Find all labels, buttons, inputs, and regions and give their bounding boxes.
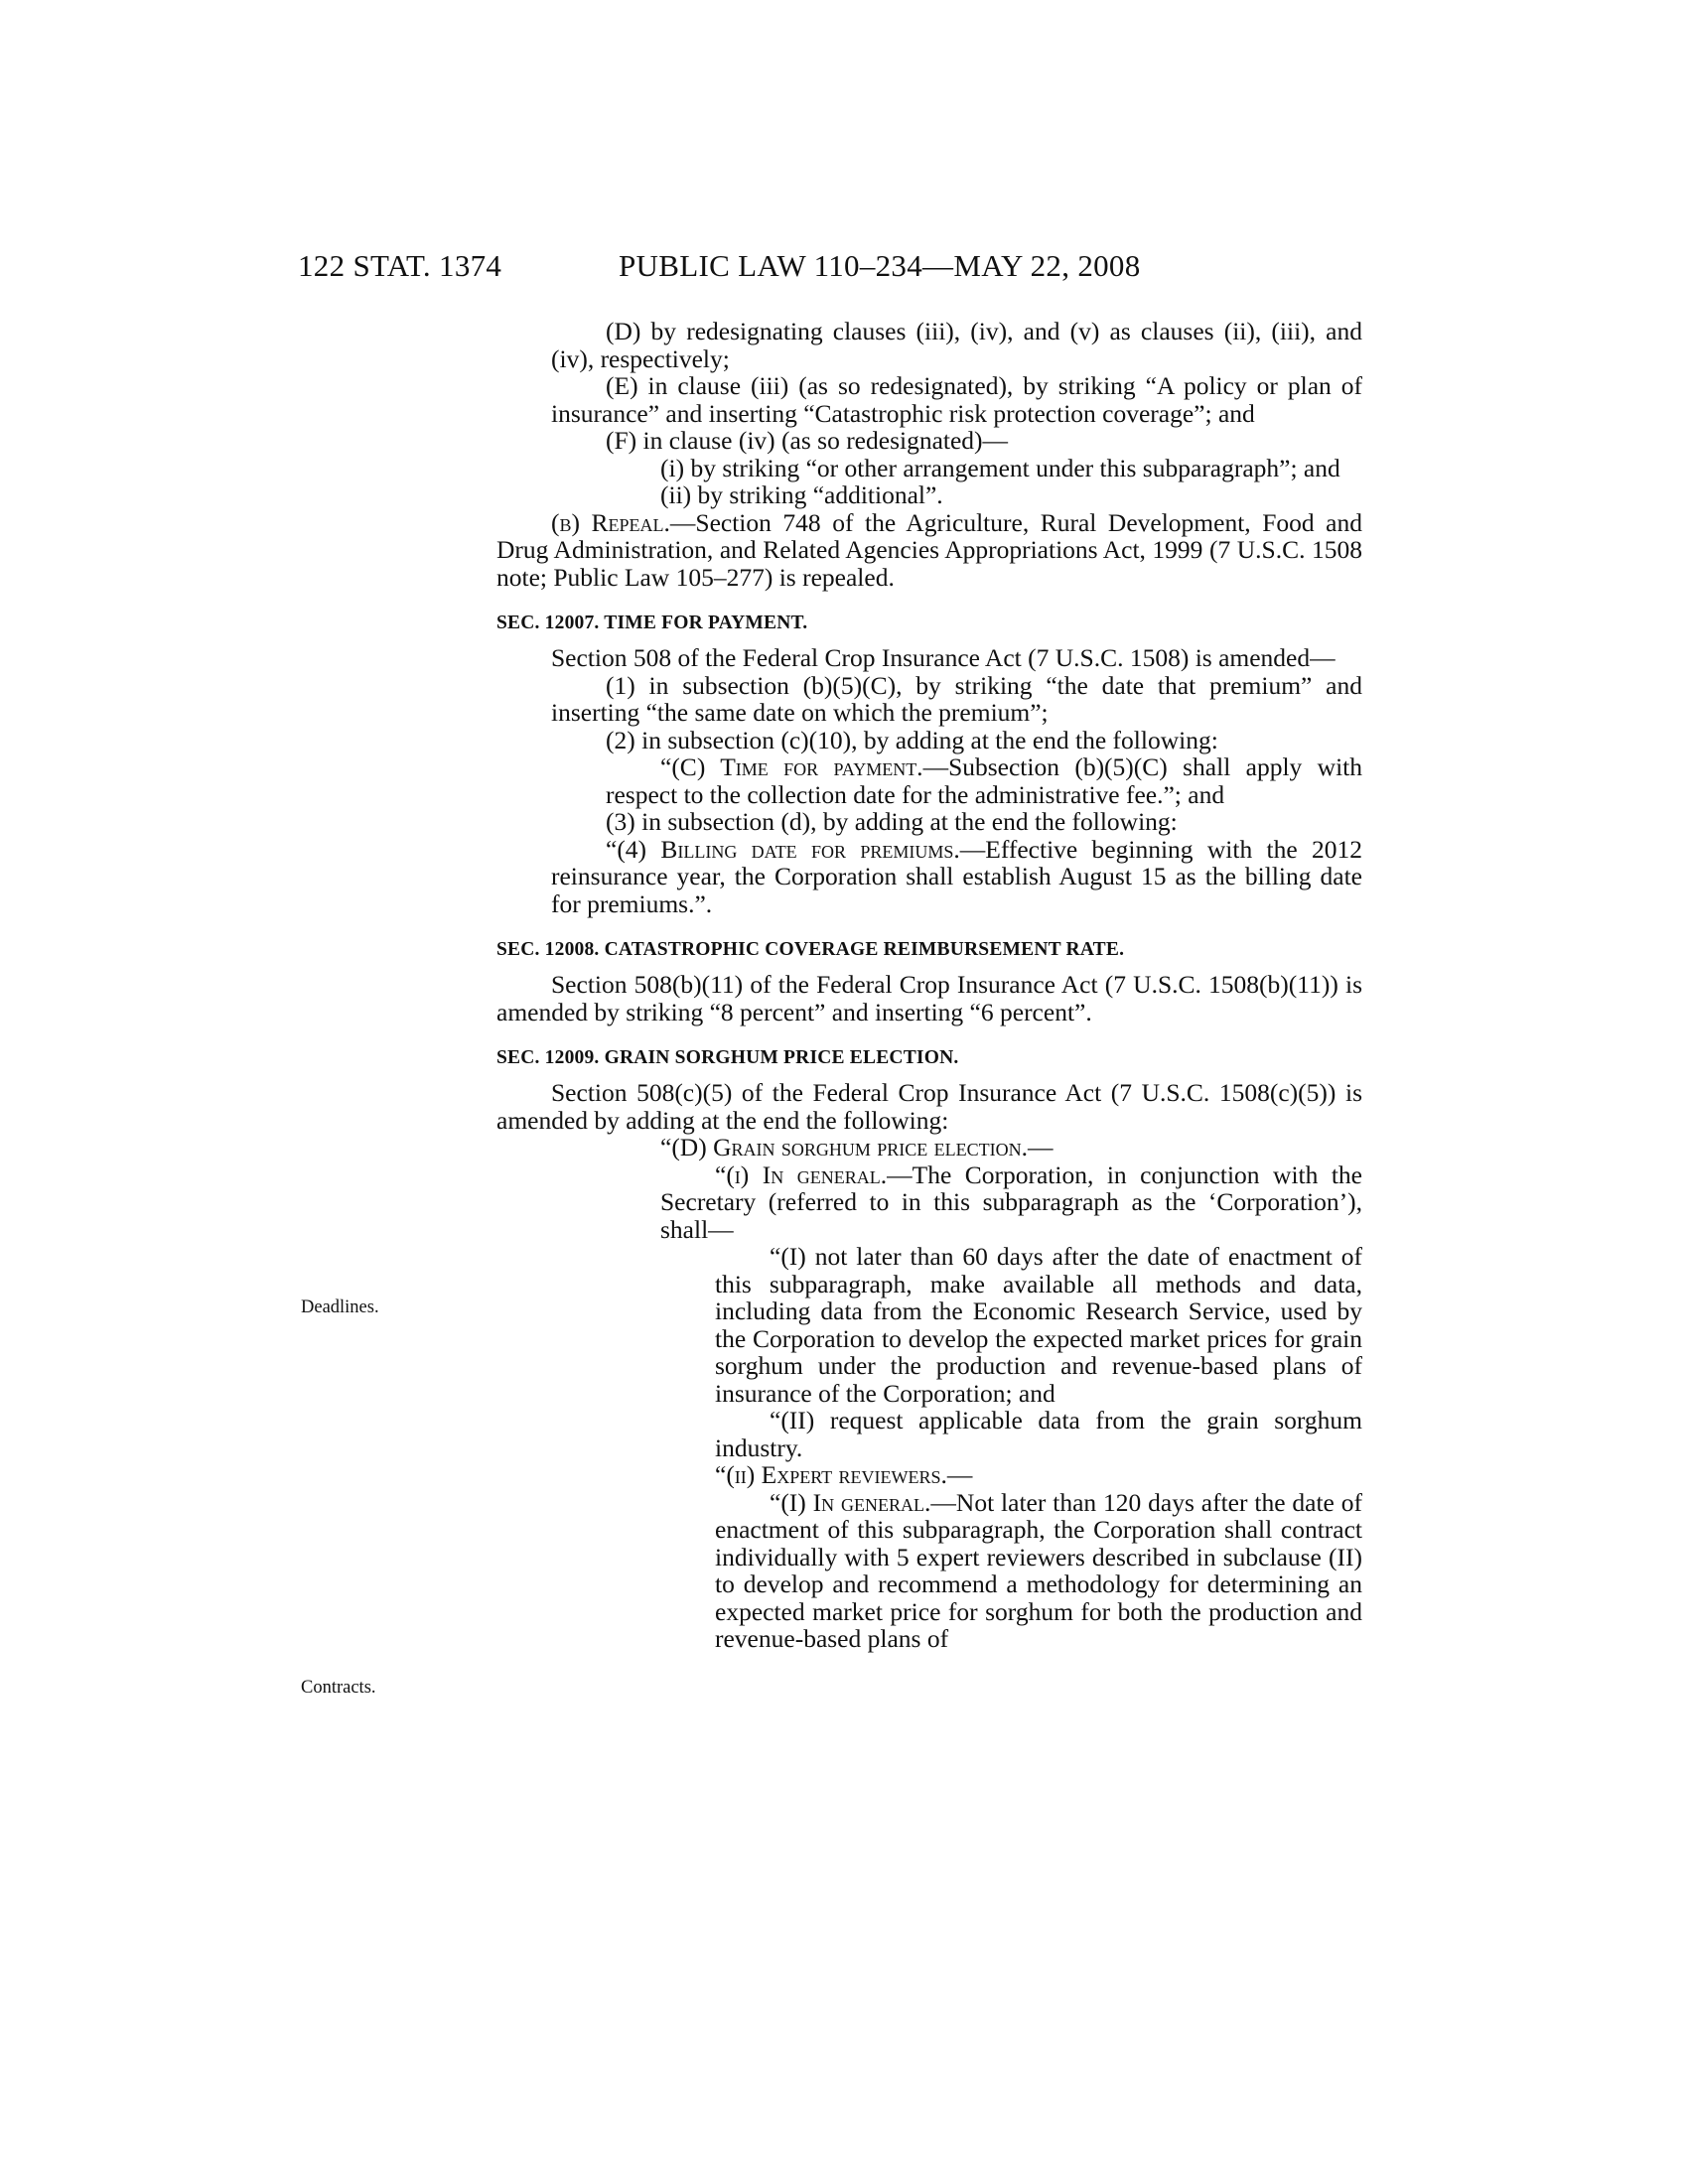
section-heading-12008: SEC. 12008. CATASTROPHIC COVERAGE REIMBURSEMENT RATE. (496, 939, 1125, 960)
subclause-I: “(I) not later than 60 days after the date of enactment of this subparagraph, make available all methods and data, including data from the Economic Research Service, used by the Corporation to develop the expected market prices for grain sorghum under the production and revenue-based plans of insurance of the Corporation; and (715, 1242, 1362, 1408)
subsection-b (496, 509, 1362, 592)
page-number: 122 STAT. 1374 (298, 248, 502, 283)
clause-ii-expert (496, 1461, 1362, 1489)
subclause-I-text: —Not later than 120 days after the date of enactment of this subparagraph, the Corporation shall contract individually with 5 expert reviewers described in subclause (II) to develop and recommend a methodology for determining an expected market price for sorghum for both the production and revenue-based plans of (715, 1487, 1362, 1653)
item-2-c-text: —Subsection (b)(5)(C) shall apply with respect to the collection date for the administrative fee.”; and (606, 752, 1362, 809)
clause-i-text: —The Corporation, in conjunction with the Secretary (referred to in this subparagraph as the ‘Corporation’), shall— (660, 1160, 1362, 1244)
paragraph-f: (F) in clause (iv) (as so redesignated)— (606, 426, 1009, 455)
margin-note-deadlines: Deadlines. (301, 1297, 379, 1317)
paragraph-d: (D) by redesignating clauses (iii), (iv), and (v) as clauses (ii), (iii), and (iv), respectively; (551, 317, 1362, 373)
subparagraph-d-heading: “(D) Grain sorghum price election. (660, 1133, 1029, 1161)
subsection-b-text: —Section 748 of the Agriculture, Rural Development, Food and Drug Administration, and Related Agencies Appropriations Act, 1999 (7 U.S.C. 1508 note; Public Law 105–277) is repealed. (496, 507, 1362, 592)
clause-i: (i) by striking “or other arrangement under this subparagraph”; and (660, 453, 1340, 482)
paragraph-e: (E) in clause (iii) (as so redesignated), by striking “A policy or plan of insurance” and inserting “Catastrophic risk protection coverage”; and (551, 371, 1362, 428)
section-12008-text: Section 508(b)(11) of the Federal Crop Insurance Act (7 U.S.C. 1508(b)(11)) is amended by striking “8 percent” and inserting “6 percent”. (496, 970, 1362, 1026)
clause-ii-heading: “(ii) Expert reviewers. (715, 1460, 947, 1489)
item-2-c (496, 753, 1362, 808)
section-heading-12009: SEC. 12009. GRAIN SORGHUM PRICE ELECTION. (496, 1047, 959, 1068)
item-3-4 (496, 836, 1362, 918)
running-head: PUBLIC LAW 110–234—MAY 22, 2008 (619, 248, 1141, 283)
subparagraph-d-dash: — (1028, 1133, 1054, 1161)
subclause-I-heading: “(I) In general. (770, 1487, 931, 1517)
subsection-b-heading: (b) Repeal. (551, 507, 670, 537)
item-3-4-heading: “(4) Billing date for premiums. (606, 834, 960, 864)
subclause-II: “(II) request applicable data from the grain sorghum industry. (715, 1406, 1362, 1462)
item-2: (2) in subsection (c)(10), by adding at the end the following: (606, 725, 1218, 754)
clause-ii: (ii) by striking “additional”. (660, 480, 943, 509)
item-3-4-text: —Effective beginning with the 2012 reinsurance year, the Corporation shall establish August 15 as the billing date for premiums.”. (551, 834, 1362, 918)
section-12009-intro: Section 508(c)(5) of the Federal Crop Insurance Act (7 U.S.C. 1508(c)(5)) is amended by adding at the end the following: (496, 1078, 1362, 1135)
clause-i-general (496, 1161, 1362, 1244)
margin-note-contracts: Contracts. (301, 1678, 376, 1698)
item-3: (3) in subsection (d), by adding at the end the following: (606, 807, 1178, 836)
section-heading-12007: SEC. 12007. TIME FOR PAYMENT. (496, 613, 808, 633)
clause-i-heading: “(i) In general. (715, 1160, 888, 1189)
item-1: (1) in subsection (b)(5)(C), by striking “the date that premium” and inserting “the same date on which the premium”; (551, 670, 1362, 727)
clause-ii-dash: — (946, 1460, 973, 1489)
section-12007-intro: Section 508 of the Federal Crop Insurance Act (7 U.S.C. 1508) is amended— (551, 643, 1336, 672)
subclause-I-general (496, 1489, 1362, 1653)
subparagraph-d (496, 1134, 1362, 1161)
item-2-c-heading: “(C) Time for payment. (660, 752, 923, 781)
body-text (496, 318, 1362, 1653)
